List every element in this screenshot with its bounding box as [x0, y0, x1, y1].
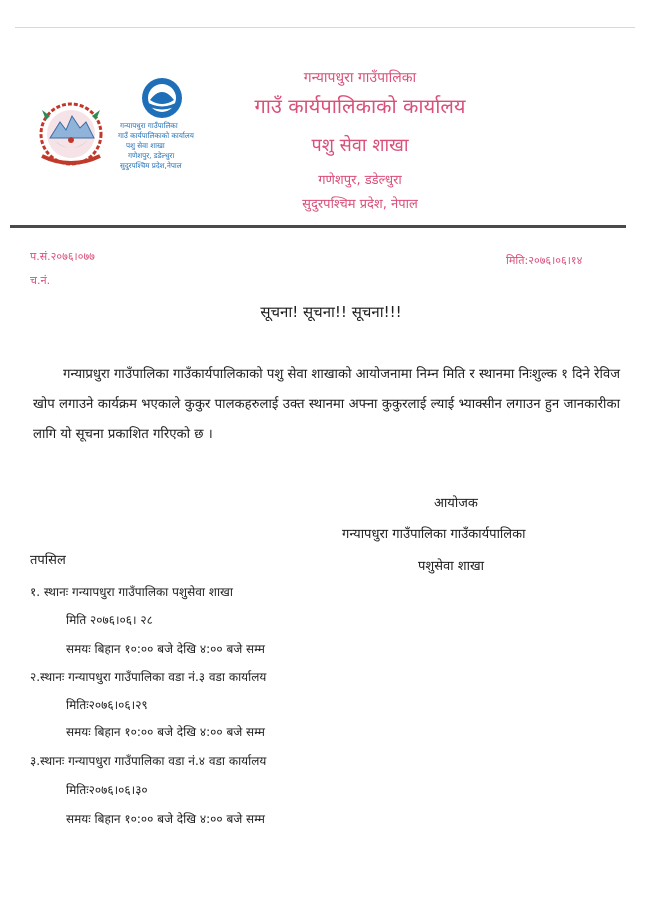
details-heading: तपसिल — [30, 553, 66, 568]
schedule-date: मितिः२०७६।०६।२९ — [66, 698, 148, 712]
section-seal-icon — [114, 72, 210, 178]
schedule-time: समयः बिहान १०:०० बजे देखि ४:०० बजे सम्म — [66, 812, 265, 826]
dispatch-number: च.नं. — [30, 274, 51, 287]
seal-line-3: पशु सेवा शाखा — [126, 141, 165, 150]
office-place: गणेशपुर, डडेल्धुरा — [318, 173, 402, 188]
schedule-location: २.स्थानः गन्यापधुरा गाउँपालिका वडा नं.३ वडा कार्यालय — [30, 670, 267, 684]
seal-line-2: गाउँ कार्यपालिकाको कार्यालय — [118, 131, 194, 140]
header-divider — [10, 225, 626, 228]
seal-line-5: सुदुरपश्चिम प्रदेश,नेपाल — [120, 161, 182, 170]
schedule-date: मितिः२०७६।०६।३० — [66, 783, 148, 797]
notice-body: गन्याप्रधुरा गाउँपालिका गाउँकार्यपालिकाको पशु सेवा शाखाको आयोजनामा निम्न मिति र स्थानमा निःशुल्क १ दिने रेविज खोप लगाउने कार्यक्रम भएकाले कुकुर पालकहरुलाई उक्त स्थानमा अफ्ना कुकुरलाई ल्याई भ्याक्सीन लगाउन हुन जानकारीका लागि यो सूचना प्रकाशित गरिएको छ । — [33, 367, 620, 442]
organizer-label: आयोजक — [434, 496, 478, 511]
reference-number: प.सं.२०७६।०७७ — [30, 250, 95, 263]
notice-title: सूचना! सूचना!! सूचना!!! — [260, 303, 402, 321]
schedule-time: समयः बिहान १०:०० बजे देखि ४:०० बजे सम्म — [66, 725, 265, 739]
organizer-section: पशुसेवा शाखा — [418, 559, 484, 574]
schedule-location: १. स्थानः गन्यापधुरा गाउँपालिका पशुसेवा शाखा — [30, 585, 233, 599]
organizer-name: गन्यापधुरा गाउँपालिका गाउँकार्यपालिका — [342, 527, 526, 542]
office-province: सुदुरपश्चिम प्रदेश, नेपाल — [302, 197, 418, 212]
letter-date: मिति:२०७६।०६।१४ — [506, 254, 583, 267]
schedule-time: समयः बिहान १०:०० बजे देखि ४:०० बजे सम्म — [66, 642, 265, 656]
seal-line-1: गन्यापधुरा गाउँपालिका — [120, 121, 178, 130]
office-name: गाउँ कार्यपालिकाको कार्यालय — [254, 94, 466, 118]
schedule-location: ३.स्थानः गन्यापधुरा गाउँपालिका वडा नं.४ वडा कार्यालय — [30, 754, 267, 768]
seal-line-4: गणेशपुर, डडेल्धुरा — [128, 151, 175, 160]
section-name: पशु सेवा शाखा — [311, 135, 409, 156]
schedule-date: मिति २०७६।०६। २८ — [66, 613, 153, 627]
municipality-name: गन्यापधुरा गाउँपालिका — [303, 70, 417, 86]
nepal-emblem-icon — [36, 100, 106, 168]
scan-edge-line — [15, 27, 635, 28]
